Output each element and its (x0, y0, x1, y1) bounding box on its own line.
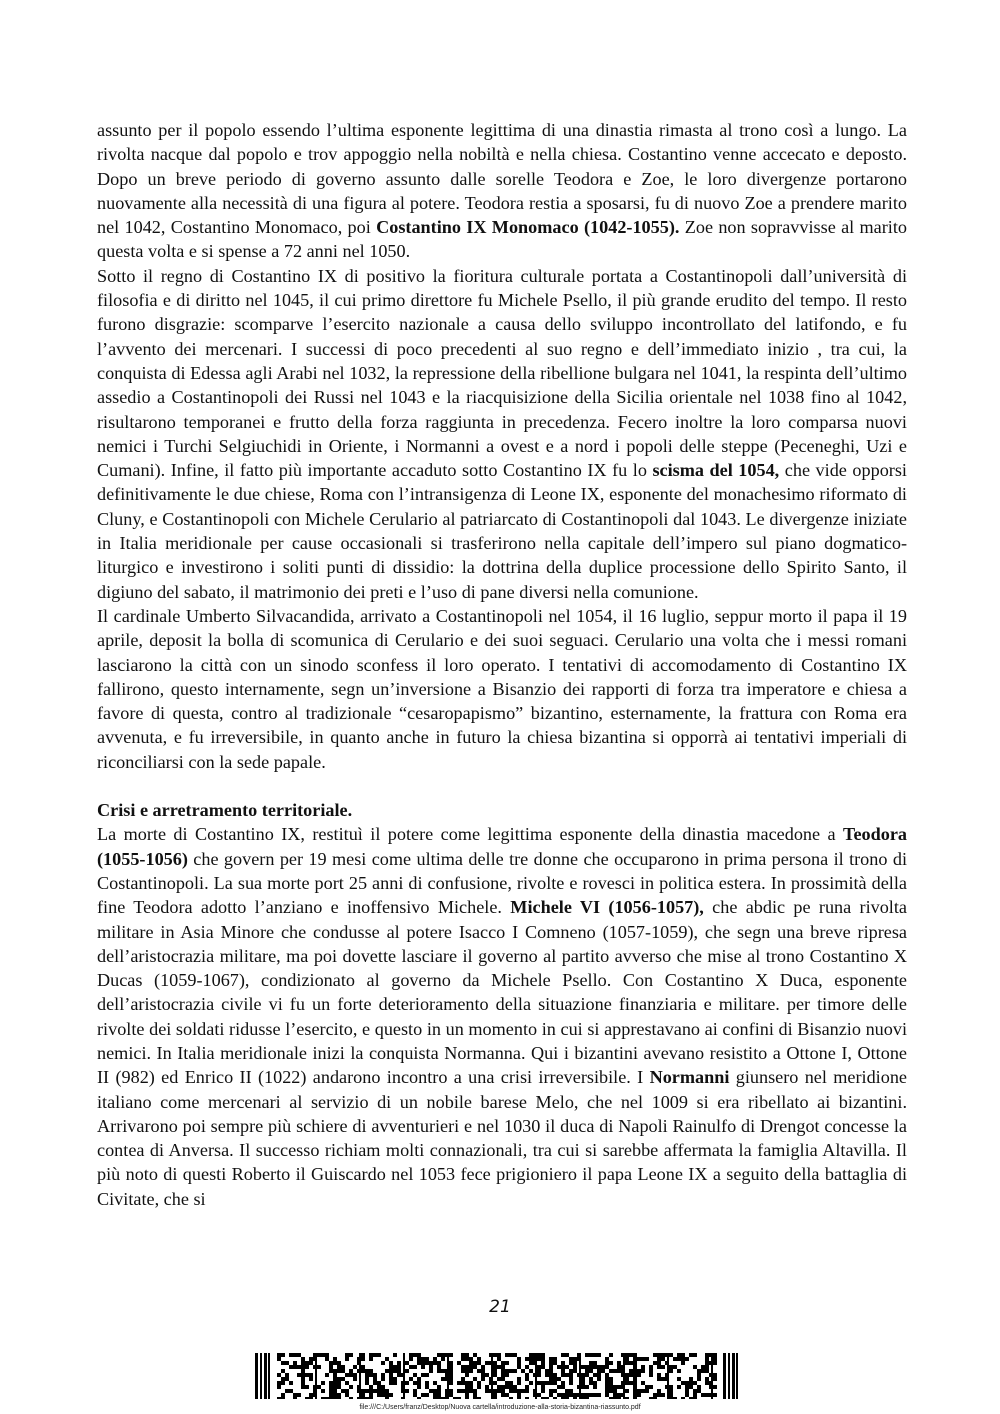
bold-text: Normanni (649, 1067, 730, 1088)
paragraph-gap (97, 774, 907, 798)
bold-text: Michele VI (1056-1057), (510, 897, 704, 918)
paragraph-1: assunto per il popolo essendo l’ultima esponente legittima di una dinastia rimasta al trono così a lungo. La rivolta nacque dal popolo e trov appoggio nella nobiltà e nella chiesa. Costantino venne accecato e deposto. Dopo un breve periodo di governo assunto dalle sorelle Teodora e Zoe, le loro divergenze portarono nuovamente alla necessità di una figura al potere. Teodora restia a sposarsi, fu di nuovo Zoe a prendere marito nel 1042, Costantino Monomaco, poi Costantino IX Monomaco (1042-1055). Zoe non sopravvisse al marito questa volta e si spense a 72 anni nel 1050. (97, 120, 907, 262)
document-body (97, 118, 907, 1211)
paragraph-3: Il cardinale Umberto Silvacandida, arrivato a Costantinopoli nel 1054, il 16 luglio, seppur morto il papa il 19 aprile, deposit la bolla di scomunica di Cerulario e dei suoi seguaci. Cerulario una volta che i messi romani lasciarono la città con un sinodo sconfess il loro operato. I tentativi di accomodamento di Costantino IX fallirono, questo internamente, segn un’inversione a Bisanzio dei rapporti di forza tra imperatore e chiesa a favore di questa, contro al tradizionale “cesaropapismo” bizantino, esternamente, la frattura con Roma era avvenuta, e fu irreversibile, in quanto anche in futuro la chiesa bizantina si opporrà ai tentativi imperiali di riconciliarsi con la sede papale. (97, 605, 907, 772)
barcode-icon (255, 1353, 740, 1399)
file-path-footer: file:///C:/Users/franz/Desktop/Nuova cartella/introduzione-alla-storia-bizantina-riassunto.pdf (359, 1404, 641, 1411)
bold-text: Teodora (1055-1056) (97, 824, 907, 869)
paragraph-2: Sotto il regno di Costantino IX di positivo la fioritura culturale portata a Costantinopoli dall’università di filosofia e di diritto nel 1045, il cui primo direttore fu Michele Psello, il più grande erudito del tempo. Il resto furono disgrazie: scomparve l’esercito nazionale a causa dello sviluppo incontrollato del latifondo, e fu l’avvento dei mercenari. I successi di poco precedenti al suo regno e dell’immediato inizio , tra cui, la conquista di Edessa agli Arabi nel 1032, la repressione della ribellione bulgara nel 1041, la respinta dell’ultimo assedio a Costantinopoli dei Russi nel 1043 e la riacquisizione della Sicilia orientale nel 1038 fino al 1042, risultarono temporanei e frutto della forza raggiunta in precedenza. Fecero inoltre la loro comparsa nuovi nemici i Turchi Selgiuchidi in Oriente, i Normanni a ovest e a nord i popoli delle steppe (Peceneghi, Uzi e Cumani). Infine, il fatto più importante accaduto sotto Costantino IX fu lo scisma del 1054, che vide opporsi definitivamente le due chiese, Roma con l’intransigenza di Leone IX, esponente del monachesimo riformato di Cluny, e Costantinopoli con Michele Cerulario al patriarcato di Costantinopoli dal 1043. Le divergenze iniziate in Italia meridionale per cause occasionali si trasferirono nella capitale dell’impero sul piano dogmatico-liturgico e investirono i soliti punti di dissidio: la dottrina della duplice processione dello Spirito Santo, il digiuno del sabato, il matrimonio dei preti e l’uso di pane diversi nella comunione. (97, 265, 907, 602)
page-number: 21 (489, 1297, 511, 1317)
bold-text: scisma del 1054, (652, 460, 780, 481)
section-paragraph: La morte di Costantino IX, restituì il potere come legittima esponente della dinastia macedone a Teodora (1055-1056) che govern per 19 mesi come ultima delle tre donne che occuparono in prima persona il trono di Costantinopoli. La sua morte port 25 anni di confusione, rivolte e rovesci in politica estera. In prossimità della fine Teodora adotto l’anziano e inoffensivo Michele. Michele VI (1056-1057), che abdic pe runa rivolta militare in Asia Minore che condusse al potere Isacco I Comneno (1057-1059), che segn una breve ripresa dell’aristocrazia militare, ma poi dovette lasciare il governo al partito avverso che mise al trono Costantino X Ducas (1059-1067), condizionato al governo da Michele Psello. Con Costantino X Duca, esponente dell’aristocrazia civile vi fu un forte deterioramento della situazione finanziaria e militare. per timore delle rivolte dei soldati ridusse l’esercito, e questo in un momento in cui si apprestavano ai confini di Bisanzio nuovi nemici. In Italia meridionale inizi la conquista Normanna. Qui i bizantini avevano resistito a Ottone I, Ottone II (982) ed Enrico II (1022) andarono incontro a una crisi irreversibile. I Normanni giunsero nel meridione italiano come mercenari al servizio di un nobile barese Melo, che nel 1009 si era ribellato ai bizantini. Arrivarono poi sempre più schiere di avventurieri e nel 1030 il duca di Napoli Rainulfo di Drengot concesse la contea di Anversa. Il successo richiam molti connazionali, tra cui si sarebbe affermata la famiglia Altavilla. Il più noto di questi Roberto il Guiscardo nel 1053 fece prigioniero il papa Leone IX a seguito della battaglia di Civitate, che si (97, 824, 907, 1209)
bold-text: Costantino IX Monomaco (1042-1055). (376, 217, 680, 238)
section-heading: Crisi e arretramento territoriale. (97, 800, 353, 821)
